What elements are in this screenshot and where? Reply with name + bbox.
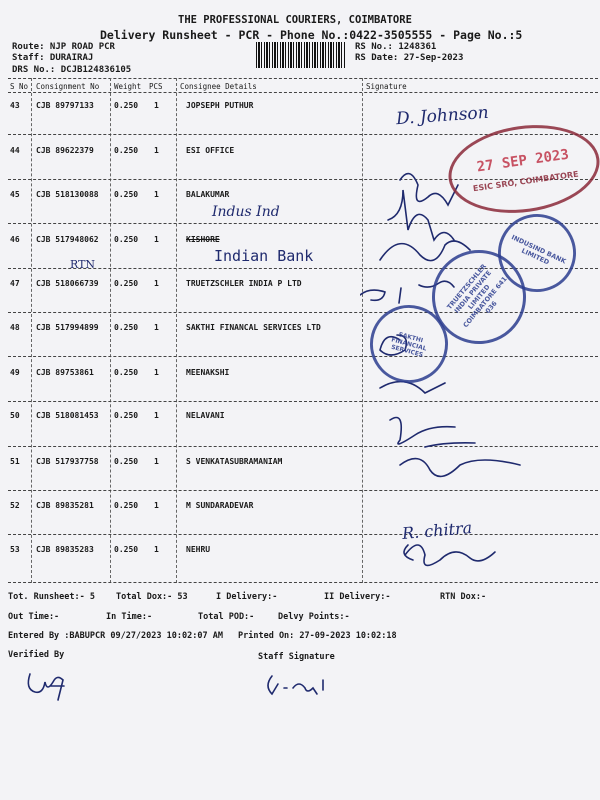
row-consignment: CJB 518066739 bbox=[36, 279, 99, 288]
row-weight: 0.250 bbox=[114, 368, 139, 377]
staff-label: Staff: DURAIRAJ bbox=[12, 53, 94, 63]
handwritten-note-46: Indian Bank bbox=[214, 247, 314, 265]
row-sno: 44 bbox=[10, 146, 20, 155]
row-consignee: SAKTHI FINANCAL SERVICES LTD bbox=[186, 323, 321, 332]
row-weight: 0.250 bbox=[114, 279, 139, 288]
column-separator bbox=[31, 78, 32, 583]
row-sno: 53 bbox=[10, 545, 20, 554]
row-pcs: 1 bbox=[154, 235, 159, 244]
row-consignment: CJB 517948062 bbox=[36, 235, 99, 244]
row-sno: 48 bbox=[10, 323, 20, 332]
row-consignment: CJB 89835281 bbox=[36, 501, 94, 510]
row-pcs: 1 bbox=[154, 101, 159, 110]
indusind-stamp-text: INDUSIND BANK LIMITED bbox=[510, 233, 568, 267]
tot-runsheet: Tot. Runsheet:- 5 bbox=[8, 592, 95, 602]
in-time: In Time:- bbox=[106, 612, 153, 622]
row-pcs: 1 bbox=[154, 501, 159, 510]
row-consignment: CJB 517994899 bbox=[36, 323, 99, 332]
printed-on: Printed On: 27-09-2023 10:02:18 bbox=[238, 631, 397, 641]
esic-stamp-date: 27 SEP 2023 bbox=[475, 146, 570, 175]
divider bbox=[8, 78, 598, 79]
staff-signature-label: Staff Signature bbox=[258, 652, 335, 662]
entered-by: Entered By :BABUPCR 09/27/2023 10:02:07 AM bbox=[8, 631, 223, 641]
drs-label: DRS No.: DCJB124836105 bbox=[12, 65, 132, 75]
signature-52: R. chitra bbox=[401, 517, 473, 544]
row-weight: 0.250 bbox=[114, 545, 139, 554]
col-pcs: PCS bbox=[149, 82, 163, 91]
row-sno: 43 bbox=[10, 101, 20, 110]
row-consignee: BALAKUMAR bbox=[186, 190, 230, 199]
row-weight: 0.250 bbox=[114, 235, 139, 244]
row-consignee: ESI OFFICE bbox=[186, 146, 235, 155]
row-weight: 0.250 bbox=[114, 190, 139, 199]
col-sno: S No bbox=[10, 82, 29, 91]
row-consignee: NEHRU bbox=[186, 545, 211, 554]
row-sno: 49 bbox=[10, 368, 20, 377]
row-weight: 0.250 bbox=[114, 146, 139, 155]
row-sno: 51 bbox=[10, 457, 20, 466]
route-label: Route: NJP ROAD PCR bbox=[12, 42, 115, 52]
rs-date: RS Date: 27-Sep-2023 bbox=[355, 53, 464, 63]
rtn-note: RTN bbox=[70, 258, 96, 271]
column-separator bbox=[176, 78, 177, 583]
col-signature: Signature bbox=[366, 82, 407, 91]
row-consignee: TRUETZSCHLER INDIA P LTD bbox=[186, 279, 302, 288]
row-weight: 0.250 bbox=[114, 457, 139, 466]
esic-stamp-text: ESIC SRO, COIMBATORE bbox=[472, 169, 579, 193]
row-weight: 0.250 bbox=[114, 501, 139, 510]
divider bbox=[8, 92, 598, 93]
row-sno: 50 bbox=[10, 411, 20, 420]
truetzschler-stamp-text: TRUETZSCHLER INDIA PRIVATE LIMITED COIMBATORE 641 036 bbox=[445, 262, 509, 330]
col-consignment: Consignment No bbox=[36, 82, 100, 91]
row-consignee: MEENAKSHI bbox=[186, 368, 230, 377]
column-separator bbox=[110, 78, 111, 583]
row-consignee: M SUNDARADEVAR bbox=[186, 501, 254, 510]
row-pcs: 1 bbox=[154, 545, 159, 554]
row-sno: 52 bbox=[10, 501, 20, 510]
row-consignment: CJB 89835283 bbox=[36, 545, 94, 554]
row-consignment: CJB 89797133 bbox=[36, 101, 94, 110]
i-delivery: I Delivery:- bbox=[216, 592, 278, 602]
row-consignment: CJB 518130088 bbox=[36, 190, 99, 199]
row-consignment: CJB 89753861 bbox=[36, 368, 94, 377]
ii-delivery: II Delivery:- bbox=[324, 592, 391, 602]
row-sno: 46 bbox=[10, 235, 20, 244]
row-pcs: 1 bbox=[154, 146, 159, 155]
row-consignment: CJB 89622379 bbox=[36, 146, 94, 155]
row-consignee: S VENKATASUBRAMANIAM bbox=[186, 457, 283, 466]
row-pcs: 1 bbox=[154, 411, 159, 420]
verified-by: Verified By bbox=[8, 650, 65, 660]
row-consignment: CJB 517937758 bbox=[36, 457, 99, 466]
row-sno: 45 bbox=[10, 190, 20, 199]
rs-number: RS No.: 1248361 bbox=[355, 42, 437, 52]
row-weight: 0.250 bbox=[114, 323, 139, 332]
footer-signatures bbox=[20, 662, 380, 702]
row-pcs: 1 bbox=[154, 368, 159, 377]
row-pcs: 1 bbox=[154, 279, 159, 288]
rtn-dox: RTN Dox:- bbox=[440, 592, 487, 602]
row-consignee: NELAVANI bbox=[186, 411, 225, 420]
barcode bbox=[256, 42, 346, 68]
runsheet-subtitle: Delivery Runsheet - PCR - Phone No.:0422-3505555 - Page No.:5 bbox=[100, 28, 523, 42]
delvy-points: Delvy Points:- bbox=[278, 612, 350, 622]
row-pcs: 1 bbox=[154, 323, 159, 332]
row-consignee: KISHORE bbox=[186, 235, 220, 244]
signature-43: D. Johnson bbox=[395, 102, 490, 130]
row-pcs: 1 bbox=[154, 457, 159, 466]
row-consignee: JOPSEPH PUTHUR bbox=[186, 101, 254, 110]
row-pcs: 1 bbox=[154, 190, 159, 199]
total-pod: Total POD:- bbox=[198, 612, 255, 622]
out-time: Out Time:- bbox=[8, 612, 60, 622]
company-title: THE PROFESSIONAL COURIERS, COIMBATORE bbox=[178, 14, 412, 26]
handwritten-note-45: Indus Ind bbox=[212, 204, 280, 220]
col-consignee: Consignee Details bbox=[180, 82, 257, 91]
row-weight: 0.250 bbox=[114, 411, 139, 420]
total-dox: Total Dox:- 53 bbox=[116, 592, 188, 602]
row-consignment: CJB 518081453 bbox=[36, 411, 99, 420]
col-weight: Weight bbox=[114, 82, 142, 91]
row-sno: 47 bbox=[10, 279, 20, 288]
sakthi-stamp-text: SAKTHI FINANCIAL SERVICES bbox=[390, 330, 428, 359]
row-weight: 0.250 bbox=[114, 101, 139, 110]
